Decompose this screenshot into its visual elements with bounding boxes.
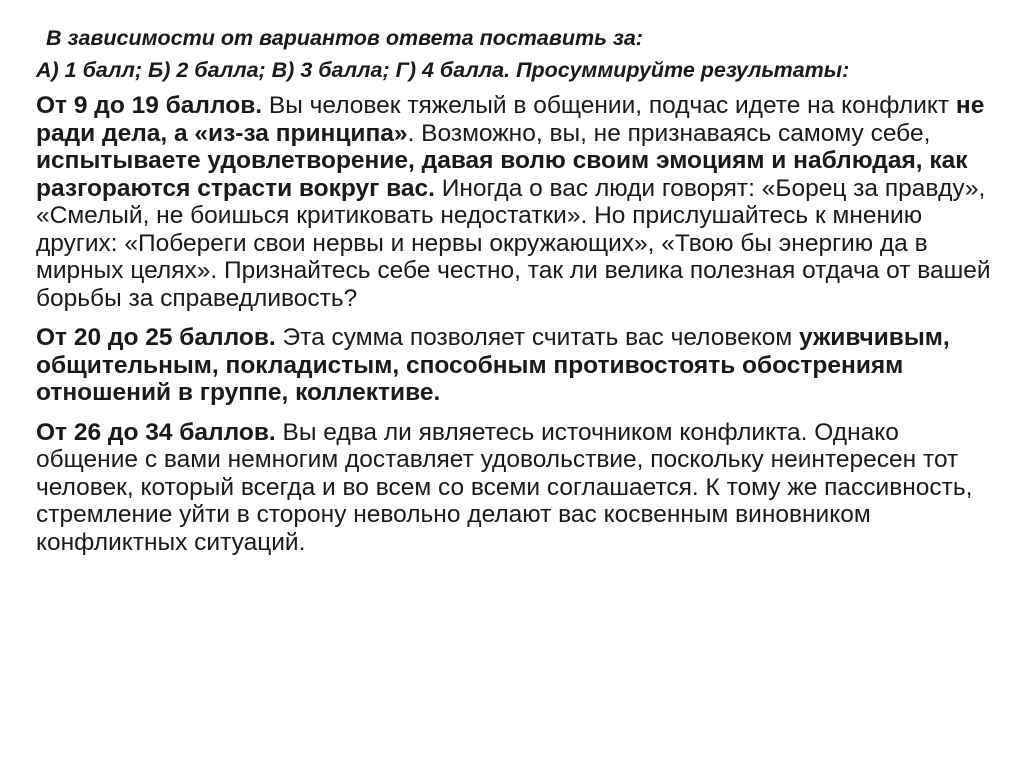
result-26-34	[36, 419, 996, 557]
result-range-label: От 20 до 25 баллов.	[36, 324, 283, 351]
result-20-25	[36, 324, 996, 407]
slide-content	[36, 26, 996, 568]
result-emphasis: испытываете удовлетворение, давая волю своим эмоциям и наблюдая, как разгораются страсти вокруг вас.	[36, 147, 968, 202]
result-emphasis: уживчивым, общительным, покладистым, способным противостоять обострениям отношений в группе, коллективе.	[36, 324, 950, 406]
result-range-label: От 9 до 19 баллов.	[36, 92, 269, 119]
scoring-instruction: В зависимости от вариантов ответа поставить за:	[46, 26, 643, 50]
result-emphasis: не ради дела, а «из-за принципа»	[36, 92, 985, 147]
result-9-19	[36, 92, 996, 312]
result-text: Вы едва ли являетесь источником конфликта. Однако общение с вами немногим доставляет удовольствие, поскольку неинтересен тот человек, который всегда и во всем со всеми соглашается. К тому же пассивность, стремление уйти в сторону невольно делают вас косвенным виновником конфликтных ситуаций.	[36, 418, 973, 556]
result-text: Иногда о вас люди говорят: «Борец за правду», «Смелый, не боишься критиковать недостатки». Но прислушайтесь к мнению других: «Побереги свои нервы и нервы окружающих», «Твою бы энергию да в мирных целях». Признайтесь себе честно, так ли велика полезная отдача от вашей борьбы за справедливость?	[36, 174, 991, 312]
scoring-scale: А) 1 балл; Б) 2 балла; В) 3 балла; Г) 4 балла. Просуммируйте результаты:	[36, 58, 850, 82]
result-text: . Возможно, вы, не признаваясь самому себе,	[407, 119, 931, 147]
result-text: Вы человек тяжелый в общении, подчас идете на конфликт	[268, 92, 956, 119]
result-text: Эта сумма позволяет считать вас человеком	[282, 324, 800, 351]
result-range-label: От 26 до 34 баллов.	[36, 418, 283, 446]
